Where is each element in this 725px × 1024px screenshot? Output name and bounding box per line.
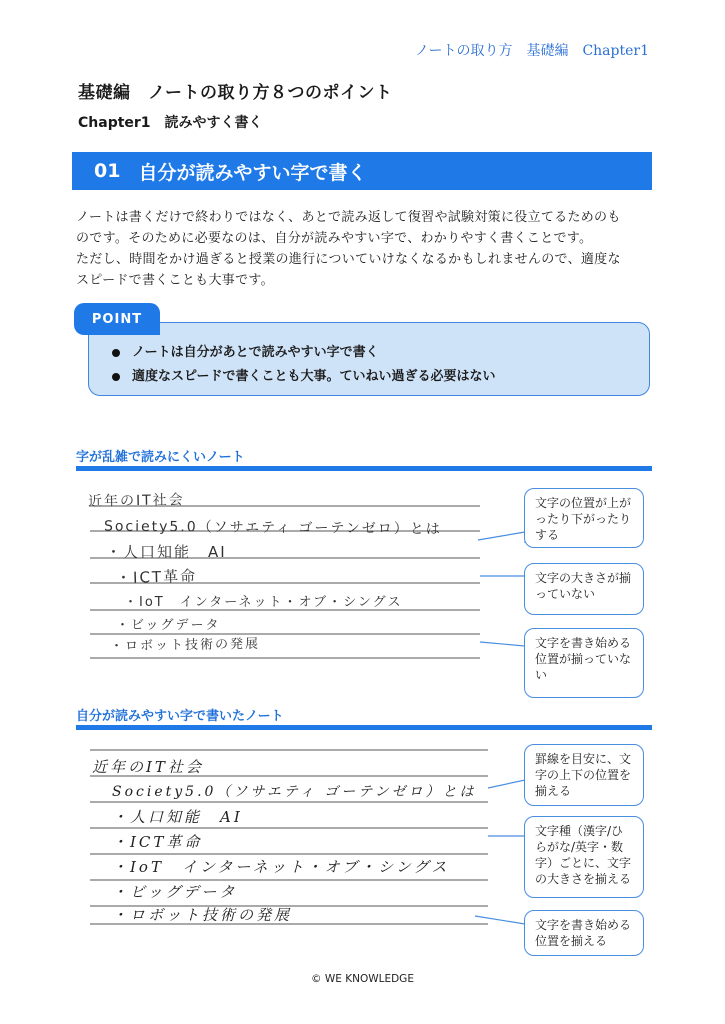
intro-line: ただし、時間をかけ過ぎると授業の進行についていけなくなるかもしれませんので、適度な xyxy=(76,252,621,267)
intro-paragraph xyxy=(76,207,656,291)
good-line-5: ・IoT インターネット・オブ・シングス xyxy=(112,858,450,876)
running-header: ノートの取り方 基礎編 Chapter1 xyxy=(414,43,649,59)
bad-example-title: 字が乱雑で読みにくいノート xyxy=(76,450,245,465)
good-callout-2: 文字種（漢字/ひらがな/英字・数字）ごとに、文字の大きさを揃える xyxy=(524,816,644,898)
bad-line-7: ・ロボット技術の発展 xyxy=(109,636,261,655)
good-callout-3: 文字を書き始める位置を揃える xyxy=(524,910,644,956)
good-line-7: ・ロボット技術の発展 xyxy=(112,906,293,924)
bad-line-4: ・ICT革命 xyxy=(115,566,198,588)
bad-callout-1: 文字の位置が上がったり下がったりする xyxy=(524,488,644,548)
bad-example-rule xyxy=(76,466,652,471)
good-example-title: 自分が読みやすい字で書いたノート xyxy=(76,709,284,724)
intro-line: ノートは書くだけで終わりではなく、あとで読み返して復習や試験対策に役立てるためのも xyxy=(76,210,621,225)
point-item: 適度なスピードで書くことも大事。ていねい過ぎる必要はない xyxy=(110,365,495,389)
page-title: 基礎編 ノートの取り方８つのポイント xyxy=(78,83,393,103)
section-number: 01 xyxy=(94,160,121,182)
good-line-1: 近年のIT社会 xyxy=(92,758,204,776)
bad-line-5: ・IoT インターネット・オブ・シングス xyxy=(124,595,403,610)
bad-callout-2: 文字の大きさが揃っていない xyxy=(524,563,644,615)
good-line-2: Society5.0（ソサエティ ゴーテンゼロ）とは xyxy=(112,784,477,800)
intro-line: スピードで書くことも大事です。 xyxy=(76,273,274,288)
point-label: POINT xyxy=(74,303,160,335)
footer-copyright: © WE KNOWLEDGE xyxy=(311,973,414,985)
bad-callout-3: 文字を書き始める位置が揃っていない xyxy=(524,628,644,698)
good-line-3: ・人口知能 AI xyxy=(112,808,243,826)
good-example-rule xyxy=(76,725,652,730)
chapter-title: Chapter1 読みやすく書く xyxy=(78,115,263,131)
good-line-6: ・ビッグデータ xyxy=(112,883,238,901)
section-heading xyxy=(72,152,652,190)
bad-line-2: Society5.0（ソサエティ ゴーテンゼロ）とは xyxy=(103,518,442,538)
point-item: ノートは自分があとで読みやすい字で書く xyxy=(110,341,495,365)
section-title: 自分が読みやすい字で書く xyxy=(138,161,367,184)
bad-line-6: ・ビッグデータ xyxy=(116,618,221,633)
good-callout-1: 罫線を目安に、文字の上下の位置を揃える xyxy=(524,744,644,806)
bad-line-1: 近年のIT社会 xyxy=(87,492,185,510)
intro-line: のです。そのために必要なのは、自分が読みやすい字で、わかりやすく書くことです。 xyxy=(76,231,593,246)
point-list xyxy=(110,341,495,389)
good-line-4: ・ICT革命 xyxy=(112,833,203,851)
bad-line-3: ・人口知能 AI xyxy=(106,543,227,561)
